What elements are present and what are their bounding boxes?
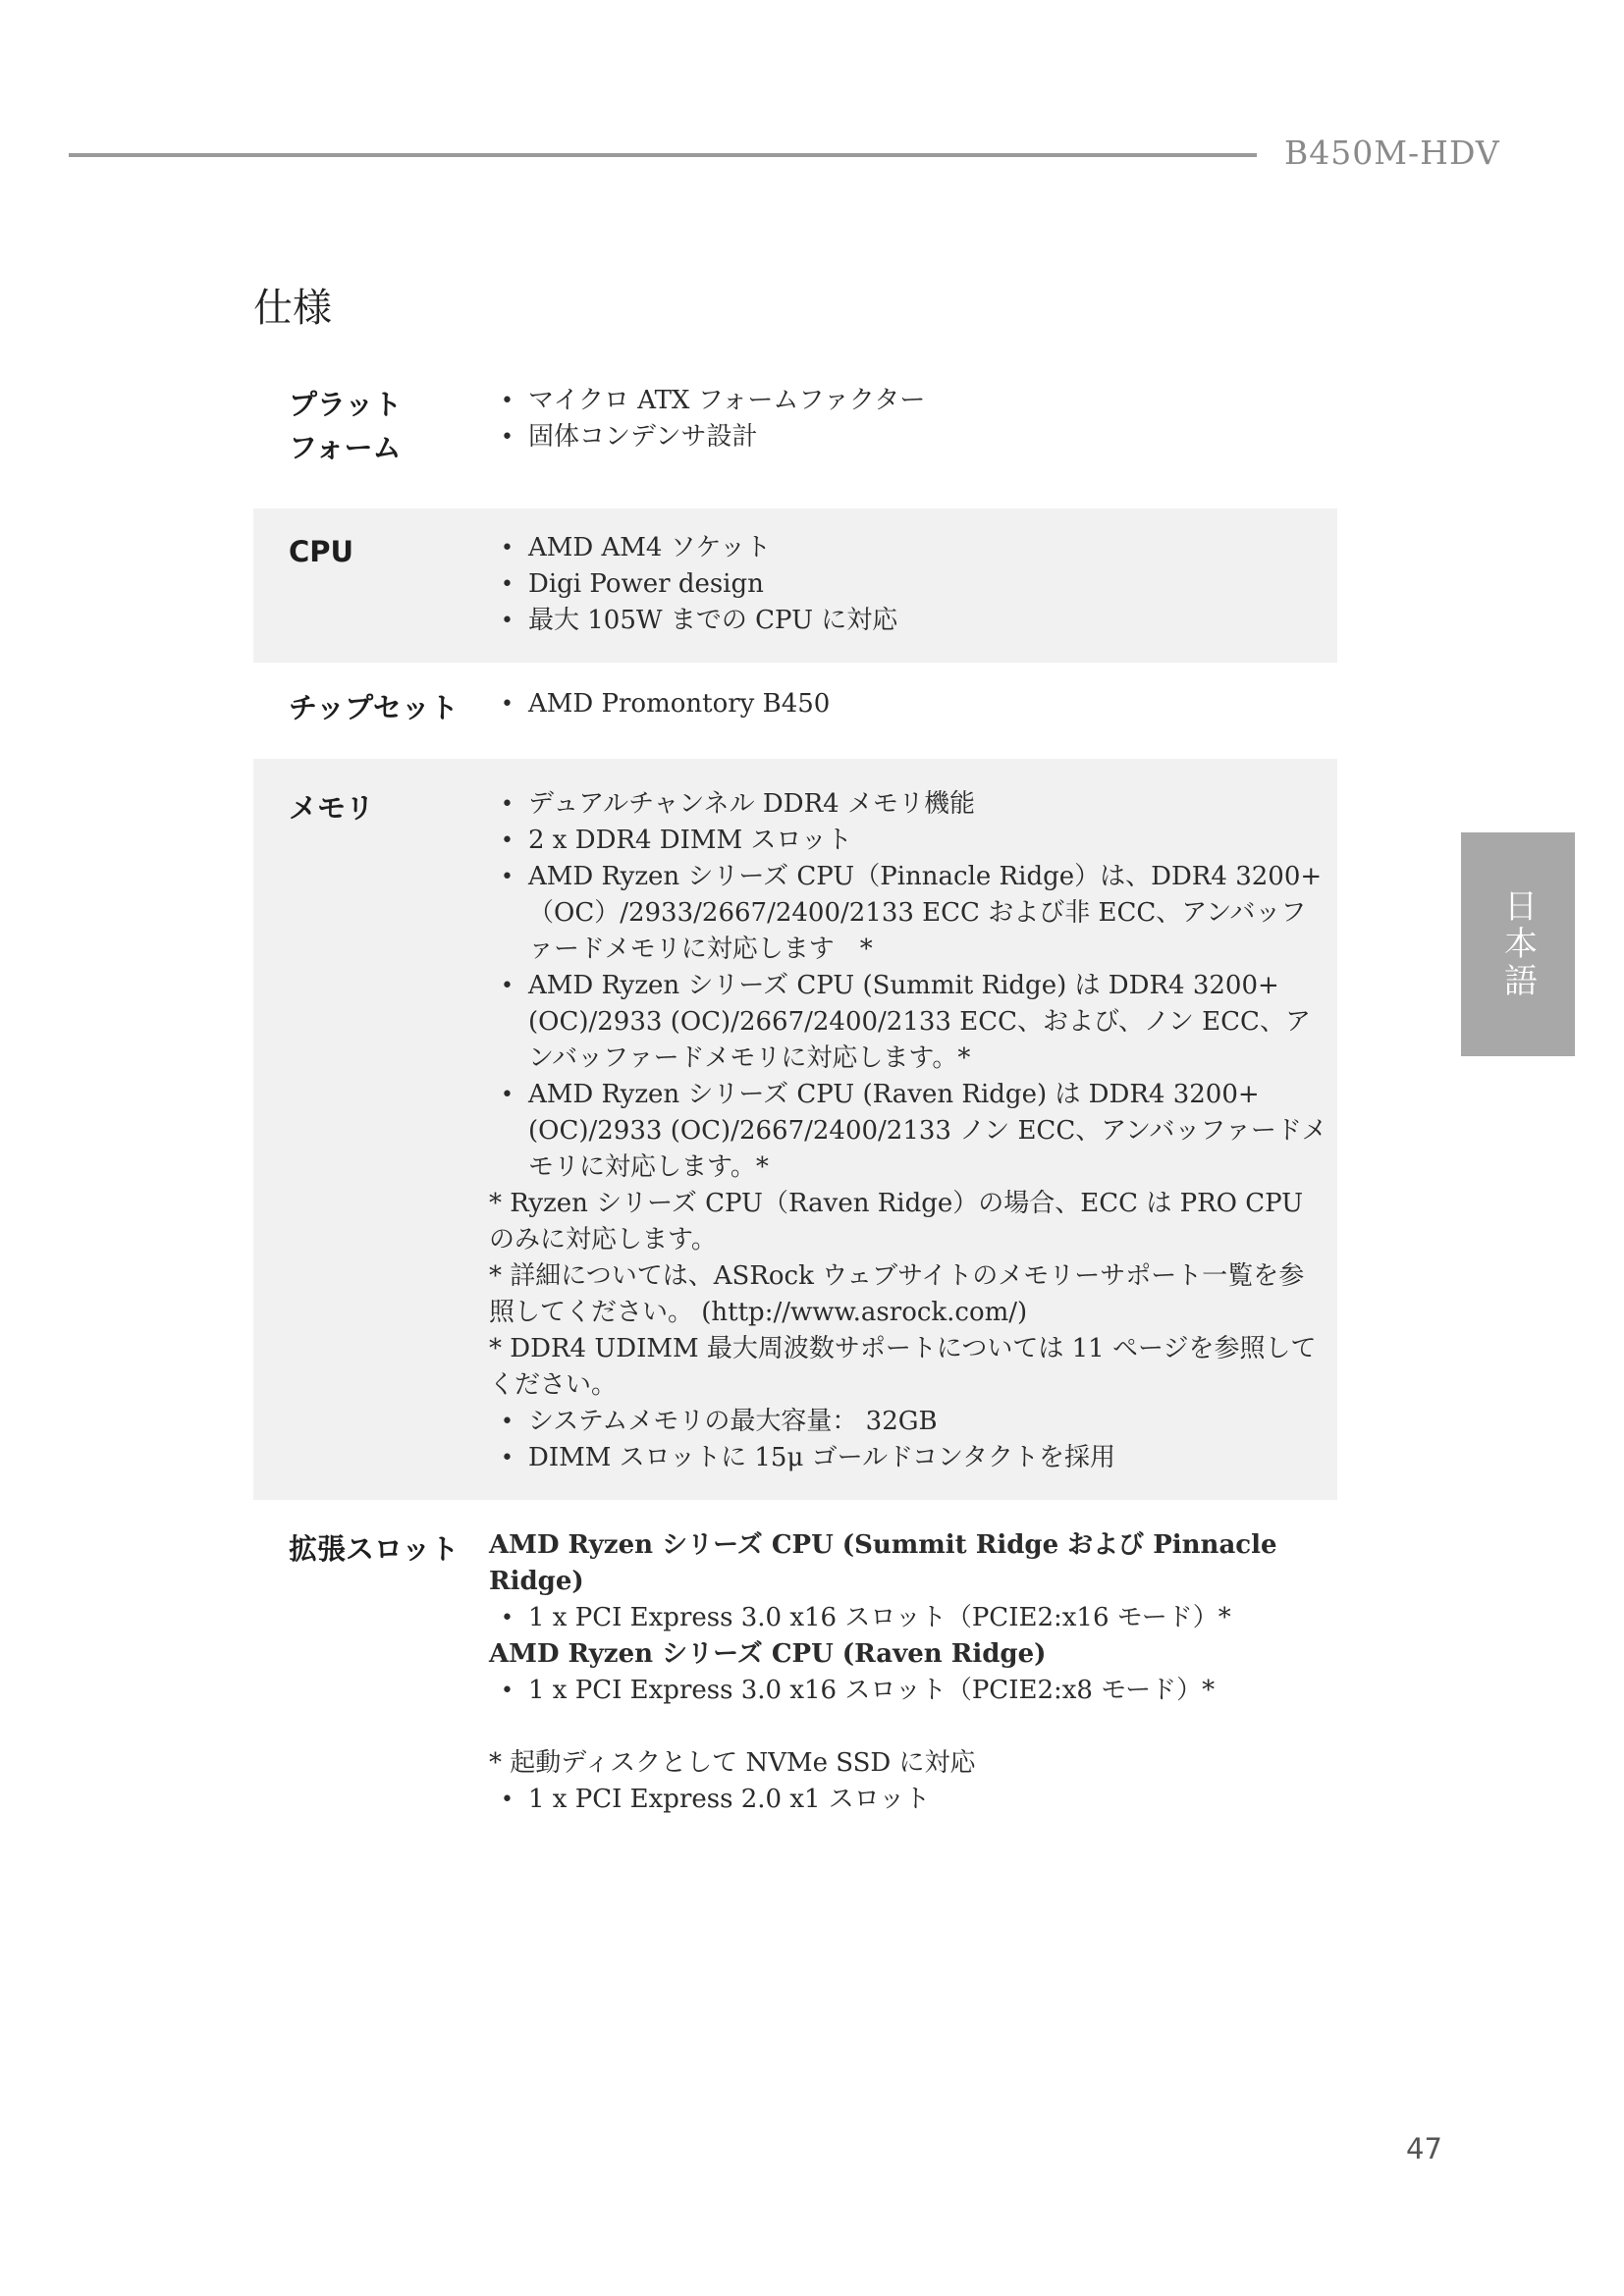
- spec-content-cpu: [489, 530, 1337, 639]
- list-item: • 1 x PCI Express 2.0 x1 スロット: [489, 1782, 1298, 1818]
- memory-note: * 詳細については、ASRock ウェブサイトのメモリーサポート一覧を参照してください。 (http://www.asrock.com/): [489, 1261, 1305, 1327]
- expansion-note: * 起動ディスクとして NVMe SSD に対応: [489, 1748, 976, 1778]
- spec-content-expansion: [489, 1527, 1337, 1818]
- spec-label-cpu: CPU: [289, 535, 354, 568]
- list-item: • AMD Promontory B450: [489, 686, 1337, 722]
- list-item: • 最大 105W までの CPU に対応: [489, 603, 1337, 639]
- list-item: • マイクロ ATX フォームファクター: [489, 383, 1337, 419]
- list-item: • AMD Ryzen シリーズ CPU (Summit Ridge) は DDR4 3200+(OC)/2933 (OC)/2667/2400/2133 ECC、および、ノン ECC、アンバッファードメモリに対応します。*: [489, 968, 1327, 1077]
- platform-label-line-1: プラット: [289, 388, 403, 421]
- spec-row-chipset: [253, 663, 1337, 759]
- list-item: • AMD Ryzen シリーズ CPU (Raven Ridge) は DDR4 3200+(OC)/2933 (OC)/2667/2400/2133 ノン ECC、アンバッファードメモリに対応します。*: [489, 1077, 1327, 1186]
- spec-label-platform: [253, 383, 489, 469]
- language-tab: [1461, 832, 1575, 1056]
- model-name: B450M-HDV: [1284, 133, 1500, 172]
- page-title: 仕様: [253, 286, 332, 331]
- list-item: • システムメモリの最大容量： 32GB: [489, 1404, 1327, 1440]
- list-item: • デュアルチャンネル DDR4 メモリ機能: [489, 786, 1327, 823]
- spec-content-chipset: [489, 686, 1337, 729]
- spec-table: [253, 373, 1337, 1838]
- spec-label-memory: メモリ: [289, 791, 375, 825]
- spec-row-expansion: [253, 1500, 1337, 1838]
- spec-row-cpu: [253, 508, 1337, 663]
- spec-content-platform: [489, 383, 1337, 469]
- page-number: 47: [1406, 2132, 1442, 2165]
- expansion-group-title: AMD Ryzen シリーズ CPU (Raven Ridge): [489, 1639, 1047, 1669]
- expansion-group-title: AMD Ryzen シリーズ CPU (Summit Ridge および Pinnacle Ridge): [489, 1530, 1277, 1596]
- spec-row-memory: [253, 759, 1337, 1500]
- list-item: • AMD Ryzen シリーズ CPU（Pinnacle Ridge）は、DDR4 3200+（OC）/2933/2667/2400/2133 ECC および非 ECC、アンバッファードメモリに対応します *: [489, 859, 1327, 968]
- list-item: • AMD AM4 ソケット: [489, 530, 1337, 566]
- spec-label-chipset: チップセット: [289, 691, 459, 724]
- list-item: • 2 x DDR4 DIMM スロット: [489, 823, 1327, 859]
- memory-note: * DDR4 UDIMM 最大周波数サポートについては 11 ページを参照してください。: [489, 1334, 1317, 1400]
- language-tab-label: 日本語: [1497, 888, 1538, 1000]
- list-item: • 1 x PCI Express 3.0 x16 スロット（PCIE2:x8 モード）*: [489, 1673, 1298, 1709]
- spec-label-expansion: 拡張スロット: [289, 1532, 460, 1566]
- spec-content-memory: [489, 786, 1337, 1476]
- list-item: • DIMM スロットに 15μ ゴールドコンタクトを採用: [489, 1440, 1327, 1476]
- memory-note: * Ryzen シリーズ CPU（Raven Ridge）の場合、ECC は PRO CPU のみに対応します。: [489, 1189, 1304, 1255]
- list-item: • Digi Power design: [489, 566, 1337, 603]
- list-item: • 固体コンデンサ設計: [489, 419, 1337, 455]
- platform-label-line-2: フォーム: [289, 431, 402, 464]
- list-item: • 1 x PCI Express 3.0 x16 スロット（PCIE2:x16 モード）*: [489, 1600, 1298, 1636]
- header-rule: [69, 153, 1257, 157]
- spec-row-platform: [253, 373, 1337, 508]
